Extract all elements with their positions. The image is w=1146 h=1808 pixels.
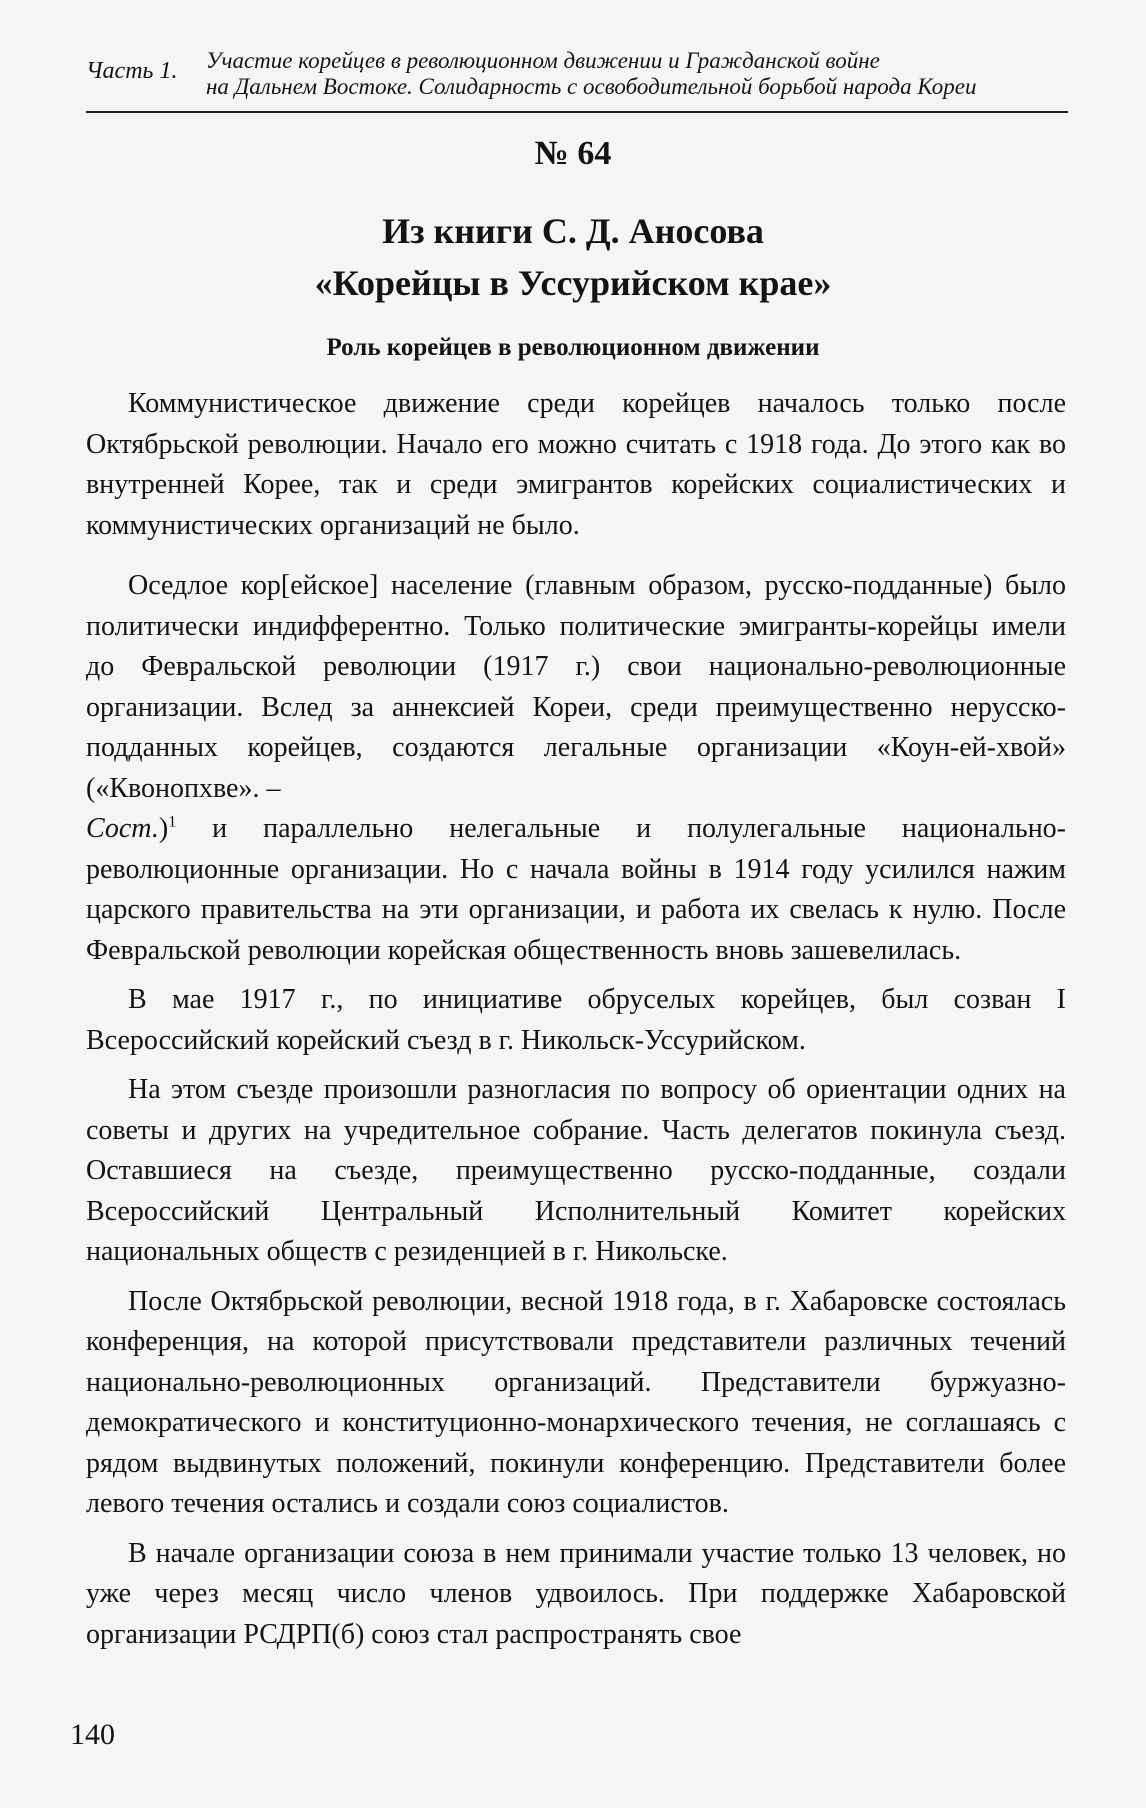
document-title: [0, 205, 1146, 309]
compiler-note: Сост.: [86, 813, 159, 844]
paragraph-6: В начале организации союза в нем принимали участие только 13 человек, но уже через месяц число членов удвоилось. При поддержке Хабаровской организации РСДРП(б) союз стал распространять свое: [86, 1537, 1066, 1650]
document-title-line-1: Из книги С. Д. Аносова: [382, 211, 764, 251]
document-title-line-2: «Корейцы в Уссурийском крае»: [314, 263, 832, 303]
footnote-marker: 1: [168, 813, 177, 831]
paragraph-3: В мае 1917 г., по инициативе обруселых корейцев, был созван I Всероссийский корейский съезд в г. Никольск-Уссурийском.: [86, 984, 1066, 1056]
paragraph-2-continuation: и параллельно нелегальные и полулегальные национально-революционные организации. Но с начала войны в 1914 году усилился нажим царского правительства на эти организации, и работа их свелась к нулю. После Февральской революции корейская общественность вновь зашевелилась.: [86, 813, 1066, 966]
running-head-title: [206, 48, 1066, 100]
running-head-line-1: Участие корейцев в революционном движении и Гражданской войне: [206, 48, 880, 73]
body-text: [86, 384, 1066, 1664]
paragraph-1: Коммунистическое движение среди корейцев началось только после Октябрьской революции. Начало его можно считать с 1918 года. До этого как во внутренней Корее, так и среди эмигрантов корейских социалистических и коммунистических организаций не было.: [86, 388, 1066, 541]
running-head-part: Часть 1.: [86, 58, 178, 84]
paragraph-2-text: Оседлое кор[ейское] население (главным образом, русско-подданные) было политически индифферентно. Только политические эмигранты-корейцы имели до Февральской революции (1917 г.) свои национально-революционные организации. Вслед за аннексией Кореи, среди преимущественно нерусско-подданных корейцев, создаются легальные организации «Коун-ей-хвой» («Квонопхве». –: [86, 570, 1066, 804]
paragraph-4: На этом съезде произошли разногласия по вопросу об ориентации одних на советы и других на учредительное собрание. Часть делегатов покинула съезд. Оставшиеся на съезде, преимущественно русско-подданные, создали Всероссийский Центральный Исполнительный Комитет корейских национальных обществ с резиденцией в г. Никольске.: [86, 1074, 1066, 1267]
document-number: № 64: [534, 135, 612, 172]
page-number: 140: [70, 1718, 115, 1751]
section-heading: Роль корейцев в революционном движении: [326, 334, 820, 361]
paragraph-5: После Октябрьской революции, весной 1918 года, в г. Хабаровске состоялась конференция, на которой присутствовали представители различных течений национально-революционных организаций. Представители буржуазно-демократического и конституционно-монархического течения, не соглашаясь с рядом выдвинутых положений, покинули конференцию. Представители более левого течения остались и создали союз социалистов.: [86, 1285, 1066, 1519]
header-rule: [86, 111, 1068, 113]
running-head-line-2: на Дальнем Востоке. Солидарность с освободительной борьбой народа Кореи: [206, 74, 977, 99]
paragraph-2: Оседлое кор[ейское] население (главным образом, русско-подданные) было политически индифферентно. Только политические эмигранты-корейцы имели до Февральской революции (1917 г.) свои национально-революционные организации. Вслед за аннексией Кореи, среди преимущественно нерусско-подданных корейцев, создаются легальные организации «Коун-ей-хвой» («Квонопхве». – Сост.)$^1$ и параллельно нелегальные и полулегальные национально-революционные организации. Но с начала войны в 1914 году усилился нажим царского правительства на эти организации, и работа их свелась к нулю. После Февральской революции корейская общественность вновь зашевелилась.: [86, 570, 1066, 966]
